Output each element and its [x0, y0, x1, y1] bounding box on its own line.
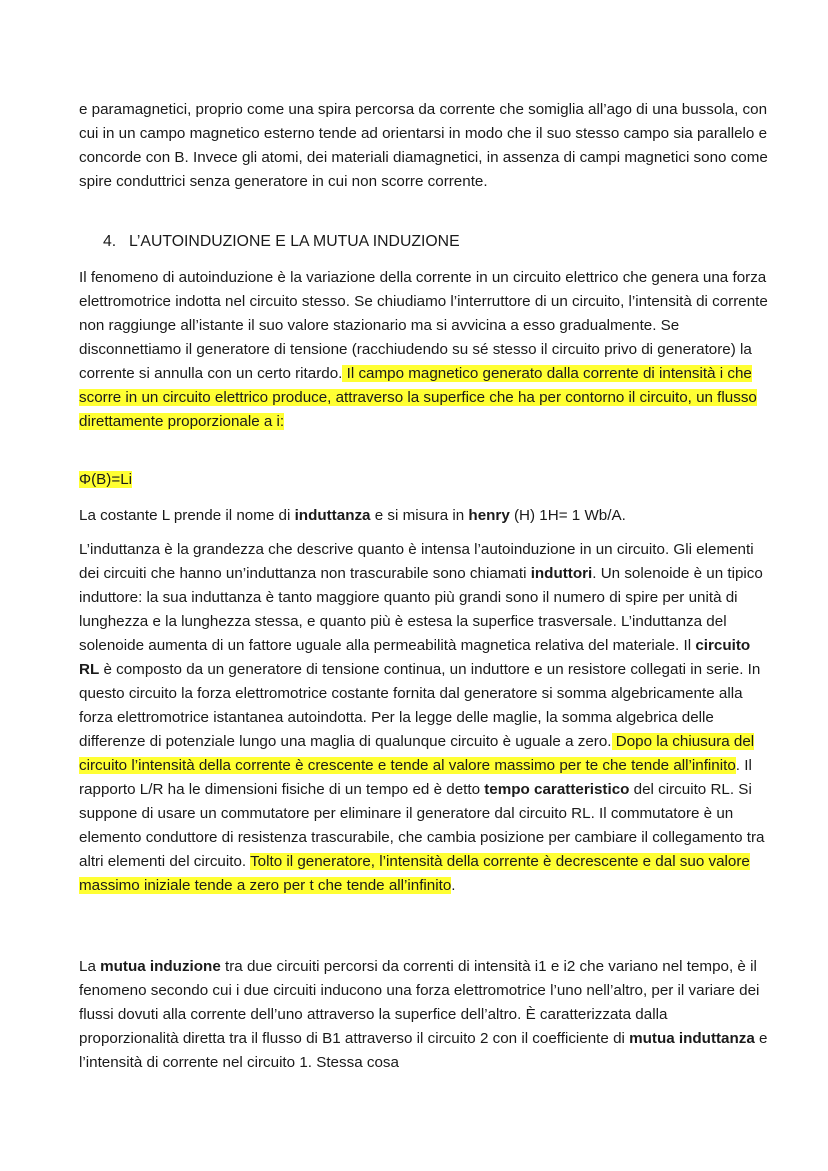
text-run: tra due circuiti percorsi da correnti di intensità i1 e i2 che variano nel tempo, è il fenomeno secondo cui i due circuiti inducono una forza elettromotrice l’uno nell’altro, per il variare dei flussi dovuti alla corrente dell’uno attraverso la superfice dell’altro. È caratterizzata dalla proporzionalità diretta tra il flusso di B1 attraverso il circuito 2 con il coefficiente di — [79, 958, 760, 1047]
autoinduction-text: Il fenomeno di autoinduzione è la variazione della corrente in un circuito elettrico che genera una forza elettromotrice indotta nel circuito stesso. Se chiudiamo l’interruttore di un circuito, l’intensità di corrente non raggiunge all’istante il suo valore stazionario ma si avvicina a esso gradualmente. Se disconnettiamo il generatore di tensione (racchiudendo su sé stesso il circuito privo di generatore) la corrente si annulla con un certo ritardo. — [79, 269, 768, 382]
term-henry: henry — [468, 507, 510, 524]
term-circuito-rl: circuito RL — [79, 637, 751, 678]
rl-circuit-paragraph — [79, 538, 769, 898]
highlight-opening-current: Tolto il generatore, l’intensità della corrente è decrescente e dal suo valore massimo iniziale tende a zero per t che tende all’infinito — [79, 853, 750, 894]
text-run: . Il rapporto L/R ha le dimensioni fisiche di un tempo ed è detto — [79, 757, 752, 798]
text-run: L’induttanza è la grandezza che descrive quanto è intensa l’autoinduzione in un circuito. Gli elementi dei circuiti che hanno un’induttanza non trascurabile sono chiamati — [79, 541, 754, 582]
term-induttanza: induttanza — [294, 507, 371, 524]
text-run: La costante L prende il nome di — [79, 507, 295, 524]
term-mutua-induttanza: mutua induttanza — [629, 1030, 755, 1047]
term-mutua-induzione: mutua induzione — [100, 958, 221, 975]
section-number: 4. — [103, 233, 117, 250]
text-run: e si misura in — [370, 507, 469, 524]
intro-text: e paramagnetici, proprio come una spira percorsa da corrente che somiglia all’ago di una bussola, con cui in un campo magnetico esterno tende ad orientarsi in modo che il suo stesso campo sia parallelo e concorde con B. Invece gli atomi, dei materiali diamagnetici, in assenza di campi magnetici sono come spire conduttrici senza generatore in cui non scorre corrente. — [79, 101, 768, 190]
inductance-definition-paragraph — [79, 504, 769, 528]
text-run: La — [79, 958, 101, 975]
text-run: e l’intensità di corrente nel circuito 1. Stessa cosa — [79, 1030, 768, 1071]
mutual-induction-paragraph — [79, 955, 769, 1075]
text-run: (H) 1H= 1 Wb/A. — [509, 507, 626, 524]
text-run: è composto da un generatore di tensione continua, un induttore e un resistore collegati in serie. In questo circuito la forza elettromotrice costante fornita dal generatore si somma algebricamente alla forza elettromotrice istantanea autoindotta. Per la legge delle maglie, la somma algebrica delle differenze di potenziale lungo una maglia di qualunque circuito è uguale a zero. — [79, 661, 761, 750]
section-title: L’AUTOINDUZIONE E LA MUTUA INDUZIONE — [129, 233, 460, 250]
flux-formula: Φ(B)=Li — [79, 471, 133, 488]
autoinduction-highlight: Il campo magnetico generato dalla corrente di intensità i che scorre in un circuito elettrico produce, attraverso la superfice che ha per contorno il circuito, un flusso direttamente proporzionale a i: — [79, 365, 757, 430]
highlight-closing-current: Dopo la chiusura del circuito l’intensità della corrente è crescente e tende al valore massimo per te che tende all’infinito — [79, 733, 755, 774]
intro-paragraph — [79, 98, 769, 194]
section-heading — [103, 230, 460, 254]
text-run: . Un solenoide è un tipico induttore: la sua induttanza è tanto maggiore quanto più grandi sono il numero di spire per unità di lunghezza e la lunghezza stessa, e quanto più è estesa la superfice trasversale. L’induttanza del solenoide aumenta di un fattore uguale alla permeabilità magnetica relativa del materiale. Il — [79, 565, 763, 654]
term-tempo-caratteristico: tempo caratteristico — [484, 781, 630, 798]
text-run: del circuito RL. Si suppone di usare un commutatore per eliminare il generatore dal circuito RL. Il commutatore è un elemento conduttore di resistenza trascurabile, che cambia posizione per cambiare il collegamento tra altri elementi del circuito. — [79, 781, 765, 870]
text-run: . — [451, 877, 456, 894]
term-induttori: induttori — [530, 565, 593, 582]
formula-line — [79, 468, 769, 492]
autoinduction-paragraph — [79, 266, 769, 434]
